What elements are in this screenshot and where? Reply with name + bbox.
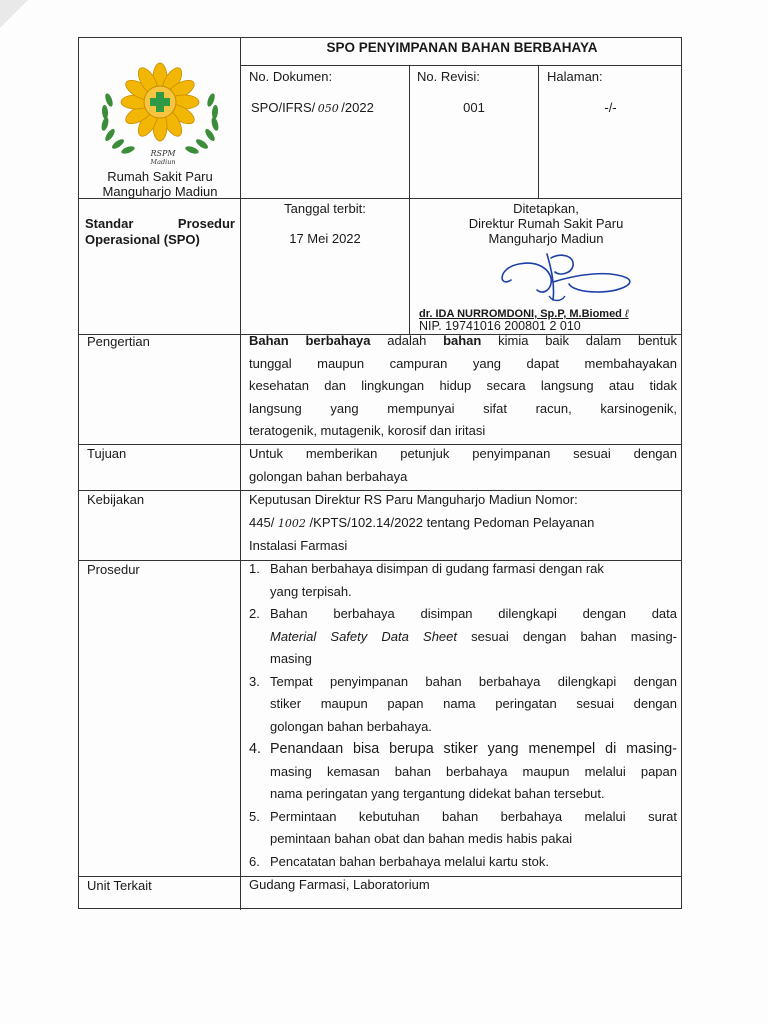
definition-text [249,330,677,443]
related-unit-label: Unit Terkait [87,878,152,893]
signer-name-text: dr. IDA NURROMDONI, Sp.P, M.Biomed [419,308,622,320]
step-line: Pencatatan bahan berbahaya melalui kartu stok. [270,853,549,869]
policy-label: Kebijakan [87,492,145,507]
step-number: 4. [249,741,261,757]
step-line: Permintaan kebutuhan bahan berbahaya melalui surat [270,808,677,824]
step-line: masing kemasan bahan berbahaya maupun melalui papan [270,763,677,779]
procedure-step [249,851,677,874]
initial-mark-icon: ℓ [624,308,629,320]
page-value: -/- [604,100,617,115]
page-label: Halaman: [547,69,603,84]
step-line: masing [270,651,312,666]
step-line: Bahan berbahaya disimpan dilengkapi dengan data [270,606,677,621]
step-line: stiker maupun papan nama peringatan sesuai dengan [270,696,677,711]
doc-number-suffix: /2022 [341,100,374,115]
step-number: 2. [249,606,260,621]
procedure-list [249,558,677,873]
policy-text [249,489,677,558]
doc-number-handwritten: 050 [317,102,339,115]
page-fold-corner [0,0,28,28]
step-line: golongan bahan berbahaya. [270,718,432,734]
step-number: 3. [249,673,260,689]
approval-line3: Manguharjo Madiun [488,231,604,246]
purpose-text [249,443,677,488]
issue-date-label: Tanggal terbit: [284,201,366,216]
step-number: 1. [249,561,260,576]
document-title: SPO PENYIMPANAN BAHAN BERBAHAYA [326,40,598,55]
purpose-line2: golongan bahan berbahaya [249,468,408,484]
approval-line1: Ditetapkan, [513,201,579,216]
step-line: Bahan berbahaya disimpan di gudang farmasi dengan rak [270,561,604,576]
spo-line2: Operasional (SPO) [85,232,200,247]
definition-bold-bahan: bahan [443,333,482,348]
procedure-step [249,558,677,603]
spo-document [78,37,682,909]
step-line: nama peringatan yang tergantung didekat bahan tersebut. [270,786,605,801]
definition-line4: langsung yang mempunyai sifat racun, karsinogenik, [249,400,677,416]
step-number: 6. [249,853,260,869]
definition-line5: teratogenik, mutagenik, korosif dan iritasi [249,423,486,438]
row-divider [240,65,682,66]
procedure-step [249,603,677,671]
hospital-name-line1: Rumah Sakit Paru [107,169,213,184]
doc-number-label: No. Dokumen: [249,69,333,84]
definition-connector: adalah [370,333,444,348]
step-line: pemintaan bahan obat dan bahan medis habis pakai [270,831,573,846]
purpose-label: Tujuan [87,446,127,461]
issue-date-value: 17 Mei 2022 [289,231,361,246]
policy-number-handwritten: 1002 [277,516,306,530]
revision-value: 001 [463,100,485,115]
step-line: yang terpisah. [270,583,352,599]
procedure-step [249,738,677,806]
procedure-step [249,806,677,851]
doc-number-prefix: SPO/IFRS/ [251,100,316,115]
definition-label: Pengertian [87,334,150,349]
logo-subtext: Madiun [150,158,176,166]
purpose-line1: Untuk memberikan petunjuk penyimpanan sesuai dengan [249,446,677,461]
spo-word-standar: Standar [85,216,134,231]
procedure-steps [249,558,677,873]
policy-line3: Instalasi Farmasi [249,538,348,553]
signer-nip: NIP. 19741016 200801 2 010 [419,319,581,333]
logo-text: RSPM [150,149,176,158]
column-divider [409,65,410,198]
revision-label: No. Revisi: [417,69,480,84]
policy-number-prefix: 445/ [249,514,278,530]
definition-line2: tunggal maupun campuran yang dapat membahayakan [249,355,677,371]
procedure-label: Prosedur [87,562,140,577]
step-number: 5. [249,808,260,824]
policy-line1: Keputusan Direktur RS Paru Manguharjo Madiun Nomor: [249,492,578,507]
step-line-rest: sesuai dengan bahan masing- [457,628,678,644]
step-line [270,626,677,649]
approval-line2: Direktur Rumah Sakit Paru [468,216,624,231]
approval-block [410,201,682,246]
column-divider [538,65,539,198]
step-line: Penandaan bisa berupa stiker yang menempel di masing- [270,741,677,757]
related-unit-value: Gudang Farmasi, Laboratorium [249,877,430,892]
procedure-step [249,671,677,739]
definition-line1 [249,330,677,353]
doc-number-value [251,100,374,117]
signature-icon [489,248,649,306]
spo-label [85,216,235,248]
definition-rest: kimia baik dalam bentuk [481,333,677,348]
policy-line2 [249,512,677,536]
step-line: Tempat penyimpanan bahan berbahaya dilengkapi dengan [270,673,677,689]
msds-term: Material Safety Data Sheet [270,628,458,644]
hospital-name [79,169,241,199]
policy-number-suffix: /KPTS/102.14/2022 tentang Pedoman Pelayanan [305,514,595,530]
hospital-name-line2: Manguharjo Madiun [102,184,218,199]
spo-word-prosedur: Prosedur [177,216,235,231]
definition-line3: kesehatan dan lingkungan hidup secara langsung atau tidak [249,378,677,393]
definition-bold-term: Bahan berbahaya [249,333,371,348]
